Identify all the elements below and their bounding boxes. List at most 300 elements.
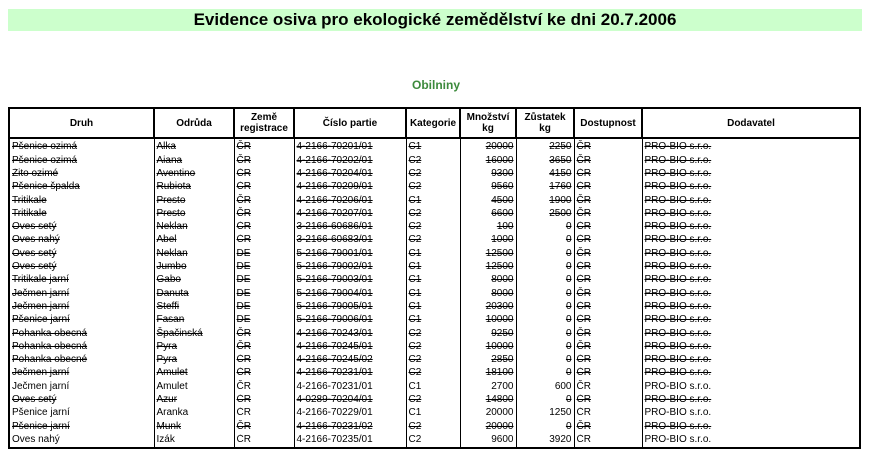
cell-dostupnost [574,380,642,393]
table-row [9,420,860,433]
cell-kategorie-text: C2 [408,167,422,179]
cell-zeme-text: ČR [236,394,251,406]
cell-druh [9,301,154,314]
cell-cislo-text: 5-2166-79003/01 [296,274,373,286]
cell-cislo [294,234,406,247]
cell-druh [9,234,154,247]
cell-dostupnost-text: ČR [576,327,591,339]
cell-zustatek-text: 0 [565,327,572,339]
cell-zeme [234,194,294,207]
cell-cislo-text: 4-2166-70243/01 [296,327,373,339]
cell-odruda [154,327,234,340]
cell-druh-text: Pohanka obecné [12,354,88,366]
cell-zeme [234,274,294,287]
cell-kategorie-text: C2 [408,420,422,432]
cell-dodavatel [642,234,860,247]
cell-zustatek [516,261,574,274]
cell-dostupnost [574,354,642,367]
cell-druh [9,314,154,327]
cell-zustatek-text: 0 [565,274,572,286]
cell-druh [9,274,154,287]
cell-odruda [154,434,234,448]
cell-kategorie-text: C1 [408,380,422,392]
cell-druh [9,420,154,433]
cell-dostupnost [574,314,642,327]
cell-kategorie [406,354,460,367]
cell-dostupnost-text: ČR [576,420,591,432]
cell-dodavatel-text: PRO-BIO s.r.o. [644,154,712,166]
cell-dostupnost [574,207,642,220]
cell-mnozstvi-text: 8000 [491,274,514,286]
cell-kategorie [406,407,460,420]
cell-dodavatel-text: PRO-BIO s.r.o. [644,261,712,273]
cell-zustatek [516,420,574,433]
cell-dostupnost-text: ČR [576,221,591,233]
cell-druh-text: Pšenice ozimá [12,154,78,166]
cell-kategorie [406,301,460,314]
cell-zustatek [516,407,574,420]
cell-dostupnost [574,138,642,154]
cell-kategorie [406,207,460,220]
cell-druh-text: Oves nahý [12,433,60,445]
cell-cislo [294,181,406,194]
cell-druh [9,327,154,340]
header-cislo: Číslo partie [294,108,406,138]
cell-druh [9,287,154,300]
cell-kategorie [406,340,460,353]
cell-dodavatel-text: PRO-BIO s.r.o. [644,433,712,445]
cell-kategorie [406,394,460,407]
header-kategorie: Kategorie [406,108,460,138]
cell-odruda-text: Steffi [156,300,180,312]
cell-dodavatel-text: PRO-BIO s.r.o. [644,234,712,246]
cell-zeme [234,314,294,327]
cell-dostupnost [574,168,642,181]
cell-zeme-text: ČR [236,234,251,246]
cell-cislo [294,314,406,327]
cell-cislo-text: 4-0289-70204/01 [296,394,373,406]
cell-zustatek [516,380,574,393]
cell-zeme [234,340,294,353]
table-row [9,367,860,380]
table-row [9,314,860,327]
cell-druh-text: Tritikale [12,194,47,206]
cell-dodavatel-text: PRO-BIO s.r.o. [644,207,712,219]
cell-odruda-text: Rubiota [156,181,191,193]
cell-zeme-text: ČR [236,221,251,233]
cell-odruda [154,301,234,314]
cell-zustatek-text: 1900 [549,194,572,206]
cell-zeme [234,354,294,367]
cell-dostupnost-text: ČR [576,287,591,299]
cell-kategorie-text: C2 [408,433,422,445]
cell-dodavatel-text: PRO-BIO s.r.o. [644,300,712,312]
table-row [9,234,860,247]
cell-kategorie [406,287,460,300]
cell-dostupnost [574,274,642,287]
cell-odruda-text: Aranka [156,407,189,419]
cell-druh [9,181,154,194]
table-row [9,380,860,393]
cell-cislo [294,274,406,287]
cell-dodavatel-text: PRO-BIO s.r.o. [644,327,712,339]
cell-dostupnost [574,420,642,433]
cell-zustatek-text: 600 [554,380,572,392]
cell-dostupnost-text: ČR [576,367,591,379]
cell-dostupnost-text: ČR [576,354,591,366]
cell-zustatek [516,221,574,234]
cell-cislo-text: 4-2166-70202/01 [296,154,373,166]
cell-odruda-text: Munk [156,420,181,432]
cell-cislo [294,207,406,220]
cell-mnozstvi [460,420,516,433]
cell-dodavatel [642,394,860,407]
cell-dostupnost [574,407,642,420]
cell-zustatek [516,234,574,247]
cell-cislo [294,221,406,234]
cell-zeme-text: ČR [236,340,251,352]
cell-cislo-text: 4-2166-70231/02 [296,420,373,432]
cell-dostupnost-text: ČR [576,154,591,166]
cell-mnozstvi-text: 9560 [491,181,514,193]
cell-zustatek-text: 4150 [549,167,572,179]
cell-cislo [294,168,406,181]
cell-odruda-text: Neklan [156,247,188,259]
document-title: Evidence osiva pro ekologické zemědělství ke dni 20.7.2006 [8,9,862,31]
cell-kategorie-text: C2 [408,394,422,406]
cell-dodavatel-text: PRO-BIO s.r.o. [644,181,712,193]
cell-cislo-text: 4-2166-70229/01 [296,407,373,419]
cell-zeme-text: ČR [236,141,251,153]
cell-dostupnost [574,154,642,167]
cell-mnozstvi-text: 2850 [491,354,514,366]
cell-zeme [234,261,294,274]
cell-kategorie-text: C1 [408,261,422,273]
cell-kategorie-text: C1 [408,314,422,326]
cell-dodavatel [642,261,860,274]
cell-dodavatel-text: PRO-BIO s.r.o. [644,141,712,153]
cell-odruda [154,380,234,393]
cell-zustatek-text: 2500 [549,207,572,219]
cell-zeme-text: ČR [236,327,251,339]
cell-zustatek-text: 0 [565,247,572,259]
table-row [9,354,860,367]
cell-zustatek-text: 3920 [549,433,572,445]
cell-zustatek-text: 0 [565,300,572,312]
section-title: Obilniny [412,78,460,92]
cell-druh-text: Oves setý [12,247,57,259]
cell-druh [9,138,154,154]
cell-zeme-text: ČR [236,207,251,219]
cell-dodavatel [642,287,860,300]
cell-cislo-text: 4-2166-70201/01 [296,141,373,153]
cell-mnozstvi-text: 20300 [485,300,514,312]
cell-dostupnost [574,221,642,234]
cell-odruda [154,168,234,181]
cell-zeme-text: ČR [236,433,251,445]
cell-druh [9,434,154,448]
cell-druh [9,247,154,260]
cell-zustatek [516,340,574,353]
cell-dostupnost [574,327,642,340]
cell-zeme-text: DE [236,314,251,326]
cell-dostupnost-text: ČR [576,274,591,286]
cell-dodavatel-text: PRO-BIO s.r.o. [644,367,712,379]
cell-dodavatel-text: PRO-BIO s.r.o. [644,221,712,233]
cell-dostupnost-text: ČR [576,207,591,219]
cell-dostupnost-text: ČR [576,194,591,206]
cell-dodavatel-text: PRO-BIO s.r.o. [644,287,712,299]
cell-druh-text: Ječmen jarní [12,380,70,392]
cell-zustatek [516,367,574,380]
cell-zeme [234,207,294,220]
cell-cislo-text: 4-2166-70209/01 [296,181,373,193]
cell-kategorie-text: C1 [408,141,422,153]
cell-zustatek [516,287,574,300]
cell-druh [9,194,154,207]
cell-kategorie [406,194,460,207]
cell-odruda [154,287,234,300]
cell-odruda [154,181,234,194]
cell-zustatek [516,247,574,260]
cell-kategorie [406,154,460,167]
cell-kategorie [406,138,460,154]
table-row [9,138,860,154]
cell-mnozstvi [460,314,516,327]
cell-cislo [294,420,406,433]
cell-dodavatel [642,154,860,167]
cell-zeme-text: DE [236,247,251,259]
header-zustatek: Zůstatek kg [516,108,574,138]
cell-cislo-text: 4-2166-70235/01 [296,433,373,445]
cell-zeme [234,301,294,314]
cell-dodavatel [642,434,860,448]
cell-kategorie-text: C1 [408,274,422,286]
cell-zeme [234,434,294,448]
cell-zustatek-text: 1760 [549,181,572,193]
cell-dostupnost [574,194,642,207]
cell-dodavatel [642,138,860,154]
cell-druh [9,168,154,181]
cell-kategorie-text: C2 [408,154,422,166]
cell-kategorie [406,234,460,247]
table-row [9,340,860,353]
cell-mnozstvi-text: 14800 [485,394,514,406]
cell-cislo [294,261,406,274]
cell-druh [9,221,154,234]
cell-cislo-text: 5-2166-79006/01 [296,314,373,326]
cell-kategorie [406,380,460,393]
cell-kategorie [406,327,460,340]
cell-dostupnost-text: ČR [576,433,591,445]
cell-odruda-text: Gabo [156,274,181,286]
cell-dodavatel [642,354,860,367]
cell-mnozstvi-text: 10000 [485,314,514,326]
cell-dostupnost [574,434,642,448]
cell-dodavatel [642,314,860,327]
cell-druh-text: Pohanka obecná [12,340,88,352]
cell-zeme-text: DE [236,274,251,286]
cell-odruda [154,407,234,420]
cell-kategorie-text: C2 [408,207,422,219]
table-row [9,168,860,181]
cell-zeme [234,247,294,260]
cell-kategorie-text: C2 [408,327,422,339]
cell-druh-text: Oves setý [12,261,57,273]
cell-dodavatel [642,380,860,393]
cell-odruda [154,274,234,287]
cell-zustatek-text: 0 [565,287,572,299]
cell-cislo [294,327,406,340]
cell-mnozstvi [460,234,516,247]
cell-dodavatel-text: PRO-BIO s.r.o. [644,394,712,406]
cell-dodavatel [642,327,860,340]
cell-mnozstvi-text: 12500 [485,261,514,273]
cell-mnozstvi [460,221,516,234]
cell-cislo [294,354,406,367]
cell-odruda-text: Aiana [156,154,183,166]
cell-dodavatel-text: PRO-BIO s.r.o. [644,274,712,286]
cell-odruda [154,194,234,207]
cell-mnozstvi [460,354,516,367]
cell-dostupnost-text: ČR [576,314,591,326]
cell-druh-text: Pohanka obecná [12,327,88,339]
cell-zustatek [516,394,574,407]
cell-mnozstvi [460,301,516,314]
cell-cislo-text: 4-2166-70206/01 [296,194,373,206]
cell-druh [9,340,154,353]
cell-mnozstvi-text: 12500 [485,247,514,259]
cell-dodavatel-text: PRO-BIO s.r.o. [644,194,712,206]
cell-dodavatel-text: PRO-BIO s.r.o. [644,247,712,259]
cell-kategorie-text: C1 [408,407,422,419]
cell-kategorie-text: C1 [408,287,422,299]
cell-zustatek-text: 0 [565,367,572,379]
cell-odruda-text: Amulet [156,380,188,392]
cell-mnozstvi-text: 4500 [491,194,514,206]
cell-zustatek-text: 0 [565,394,572,406]
cell-zustatek [516,327,574,340]
cell-dostupnost-text: ČR [576,181,591,193]
header-dodavatel: Dodavatel [642,108,860,138]
cell-mnozstvi-text: 20000 [485,420,514,432]
cell-dostupnost-text: ČR [576,380,591,392]
header-odruda: Odrůda [154,108,234,138]
cell-zustatek-text: 0 [565,340,572,352]
cell-dostupnost-text: ČR [576,141,591,153]
cell-cislo-text: 4-2166-70231/01 [296,367,373,379]
cell-zeme-text: ČR [236,167,251,179]
cell-cislo [294,434,406,448]
cell-odruda [154,340,234,353]
cell-odruda-text: Pyra [156,340,178,352]
cell-kategorie [406,420,460,433]
cell-mnozstvi [460,340,516,353]
cell-druh [9,380,154,393]
cell-druh-text: Tritikale jarní [12,274,69,286]
header-row [9,108,860,138]
cell-zustatek [516,138,574,154]
cell-odruda-text: Izák [156,433,175,445]
cell-mnozstvi-text: 18100 [485,367,514,379]
cell-odruda-text: Fasan [156,314,185,326]
cell-druh-text: Pšenice ozimá [12,141,78,153]
cell-dostupnost [574,181,642,194]
cell-zustatek-text: 0 [565,354,572,366]
cell-zeme [234,234,294,247]
cell-kategorie-text: C1 [408,194,422,206]
cell-dostupnost-text: ČR [576,261,591,273]
cell-druh-text: Oves nahý [12,234,60,246]
cell-zustatek [516,207,574,220]
cell-zeme [234,287,294,300]
cell-druh [9,367,154,380]
cell-dodavatel [642,207,860,220]
cell-kategorie [406,314,460,327]
seed-table [8,107,861,449]
cell-druh [9,207,154,220]
cell-zustatek-text: 0 [565,221,572,233]
cell-kategorie-text: C2 [408,367,422,379]
cell-cislo-text: 5-2166-79001/01 [296,247,373,259]
cell-cislo [294,154,406,167]
cell-dostupnost-text: ČR [576,167,591,179]
cell-zeme [234,380,294,393]
cell-dodavatel-text: PRO-BIO s.r.o. [644,380,712,392]
cell-zeme-text: ČR [236,194,251,206]
cell-cislo [294,247,406,260]
cell-cislo [294,138,406,154]
cell-dostupnost-text: ČR [576,247,591,259]
cell-mnozstvi [460,287,516,300]
cell-zustatek-text: 0 [565,314,572,326]
cell-zeme [234,221,294,234]
cell-dodavatel-text: PRO-BIO s.r.o. [644,354,712,366]
cell-dodavatel [642,340,860,353]
cell-mnozstvi-text: 100 [496,221,514,233]
cell-cislo [294,407,406,420]
cell-odruda-text: Špačinská [156,327,203,339]
header-dostupnost: Dostupnost [574,108,642,138]
cell-odruda [154,354,234,367]
cell-odruda [154,420,234,433]
cell-cislo-text: 5-2166-79002/01 [296,261,373,273]
cell-kategorie-text: C1 [408,300,422,312]
cell-kategorie-text: C1 [408,247,422,259]
table-row [9,181,860,194]
cell-zustatek [516,434,574,448]
cell-cislo-text: 3-2166-60686/01 [296,221,373,233]
table-row [9,434,860,448]
cell-kategorie [406,274,460,287]
cell-odruda [154,247,234,260]
cell-dostupnost [574,340,642,353]
cell-mnozstvi [460,194,516,207]
cell-dodavatel [642,407,860,420]
cell-dodavatel-text: PRO-BIO s.r.o. [644,340,712,352]
cell-cislo [294,194,406,207]
cell-odruda-text: Abel [156,234,177,246]
cell-odruda [154,261,234,274]
cell-mnozstvi-text: 2700 [491,380,514,392]
cell-kategorie [406,168,460,181]
header-zeme: Země registrace [234,108,294,138]
cell-cislo-text: 4-2166-70204/01 [296,167,373,179]
cell-mnozstvi [460,168,516,181]
cell-dodavatel-text: PRO-BIO s.r.o. [644,420,712,432]
cell-druh-text: Žito ozimé [12,167,59,179]
cell-odruda [154,154,234,167]
